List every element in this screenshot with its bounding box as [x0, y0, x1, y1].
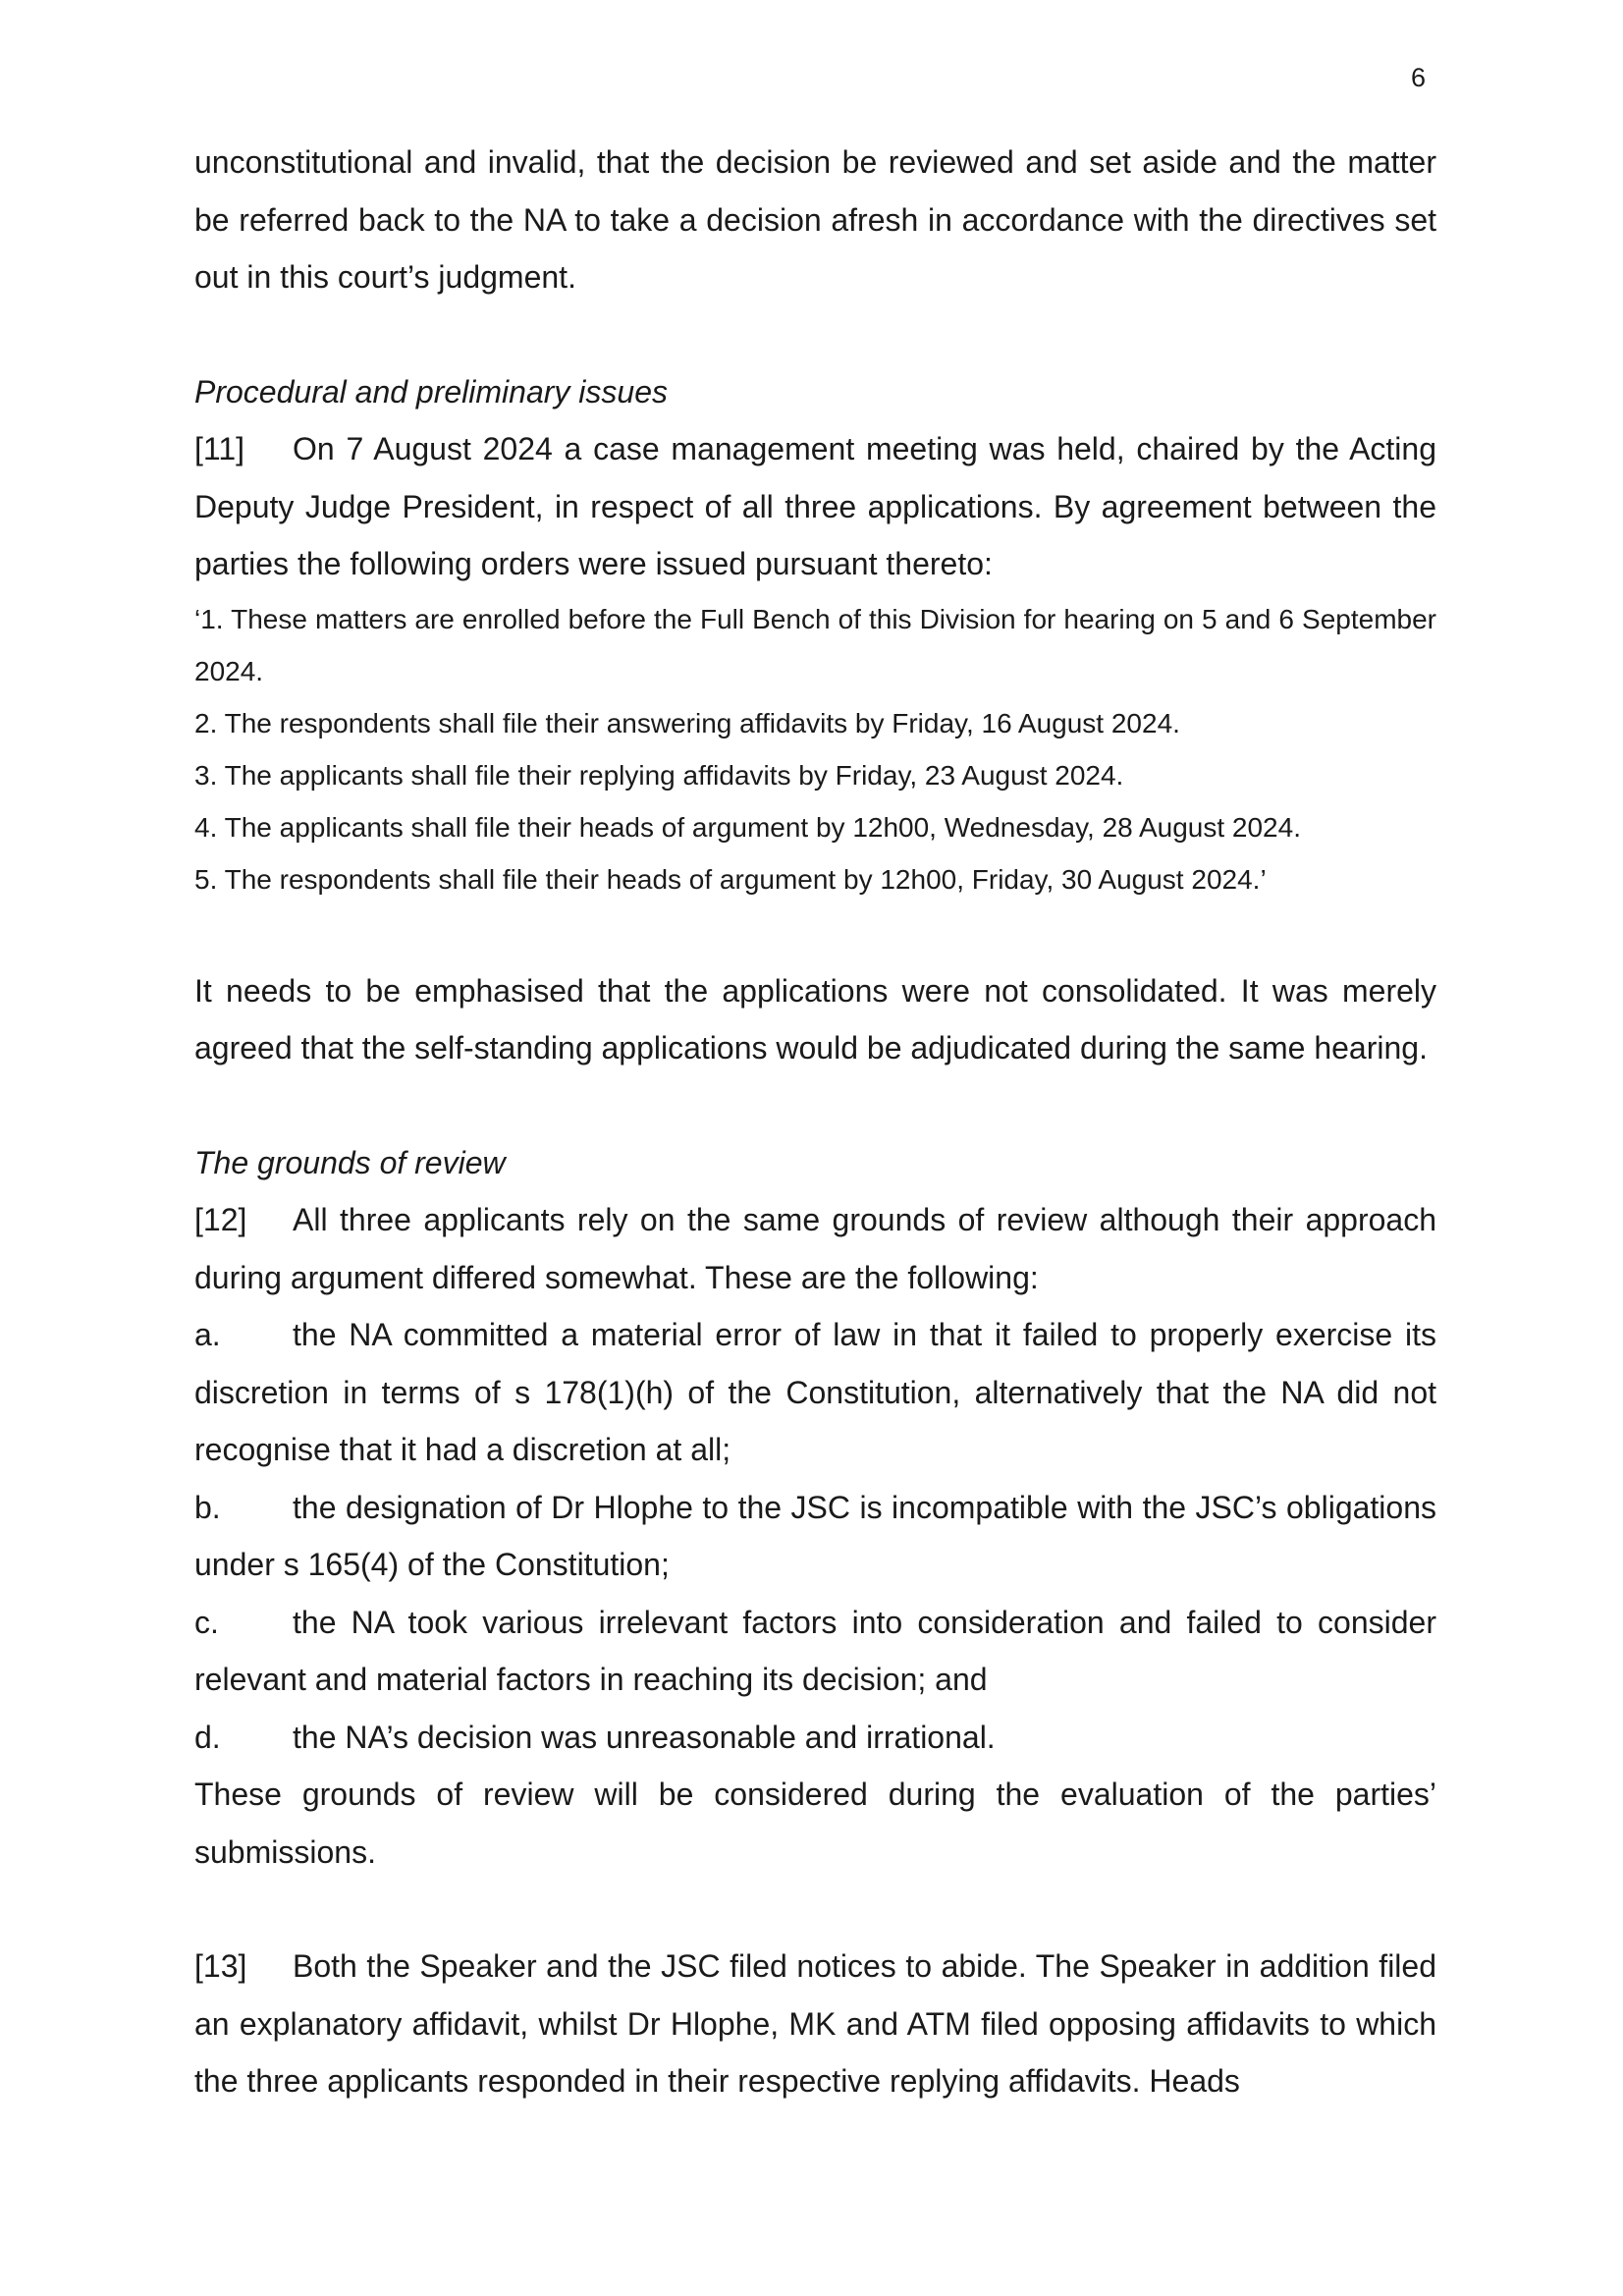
- paragraph-number: [12]: [194, 1202, 247, 1237]
- intro-paragraph: unconstitutional and invalid, that the decision be reviewed and set aside and the matter be referred back to the NA to take a decision afresh in accordance with the directives set out in this court’s judgment.: [194, 144, 1436, 295]
- ground-letter: a.: [194, 1317, 221, 1352]
- ground-text: the NA committed a material error of law in that it failed to properly exercise its discretion in terms of s 178(1)(h) of the Constitution, alternatively that the NA did not recognise that it had a discretion at all;: [194, 1317, 1436, 1467]
- consolidation-paragraph: It needs to be emphasised that the applications were not consolidated. It was merely agreed that the self-standing applications would be adjudicated during the same hearing.: [194, 972, 1436, 1066]
- page-number: 6: [1411, 63, 1427, 92]
- document-body: [194, 134, 1436, 2110]
- order-item: 3. The applicants shall file their replying affidavits by Friday, 23 August 2024.: [194, 759, 1124, 791]
- ground-letter: d.: [194, 1719, 221, 1755]
- orders-list: [194, 593, 1436, 905]
- order-item: 4. The applicants shall file their heads of argument by 12h00, Wednesday, 28 August 2024.: [194, 811, 1301, 843]
- paragraph-text: All three applicants rely on the same grounds of review although their approach during argument differed somewhat. These are the following:: [194, 1202, 1436, 1295]
- paragraph-11: [194, 420, 1436, 593]
- ground-text: the NA took various irrelevant factors into consideration and failed to consider relevant and material factors in reaching its decision; and: [194, 1604, 1436, 1697]
- section-heading-grounds: The grounds of review: [194, 1144, 506, 1180]
- ground-item: [194, 1709, 1436, 1767]
- paragraph-number: [11]: [194, 431, 244, 466]
- order-item: 5. The respondents shall file their heads of argument by 12h00, Friday, 30 August 2024.’: [194, 863, 1267, 895]
- paragraph-text: On 7 August 2024 a case management meeting was held, chaired by the Acting Deputy Judge President, in respect of all three applications. By agreement between the parties the following orders were issued pursuant thereto:: [194, 431, 1436, 581]
- paragraph-number: [13]: [194, 1948, 247, 1984]
- ground-item: [194, 1479, 1436, 1594]
- paragraph-text: Both the Speaker and the JSC filed notices to abide. The Speaker in addition filed an explanatory affidavit, whilst Dr Hlophe, MK and ATM filed opposing affidavits to which the three applicants responded in their respective replying affidavits. Heads: [194, 1948, 1436, 2099]
- ground-item: [194, 1594, 1436, 1709]
- order-item: 2. The respondents shall file their answering affidavits by Friday, 16 August 2024.: [194, 707, 1180, 738]
- grounds-list: [194, 1306, 1436, 1766]
- ground-letter: c.: [194, 1604, 219, 1640]
- section-heading-procedural: Procedural and preliminary issues: [194, 373, 668, 410]
- ground-text: the NA’s decision was unreasonable and irrational.: [293, 1719, 996, 1755]
- paragraph-13: [194, 1938, 1436, 2110]
- grounds-closing-paragraph: These grounds of review will be considered during the evaluation of the parties’ submissions.: [194, 1777, 1436, 1870]
- order-item: ‘1. These matters are enrolled before the Full Bench of this Division for hearing on 5 and 6 September 2024.: [194, 603, 1436, 686]
- ground-text: the designation of Dr Hlophe to the JSC is incompatible with the JSC’s obligations under s 165(4) of the Constitution;: [194, 1489, 1436, 1582]
- paragraph-12: [194, 1191, 1436, 1306]
- ground-letter: b.: [194, 1489, 221, 1525]
- ground-item: [194, 1306, 1436, 1479]
